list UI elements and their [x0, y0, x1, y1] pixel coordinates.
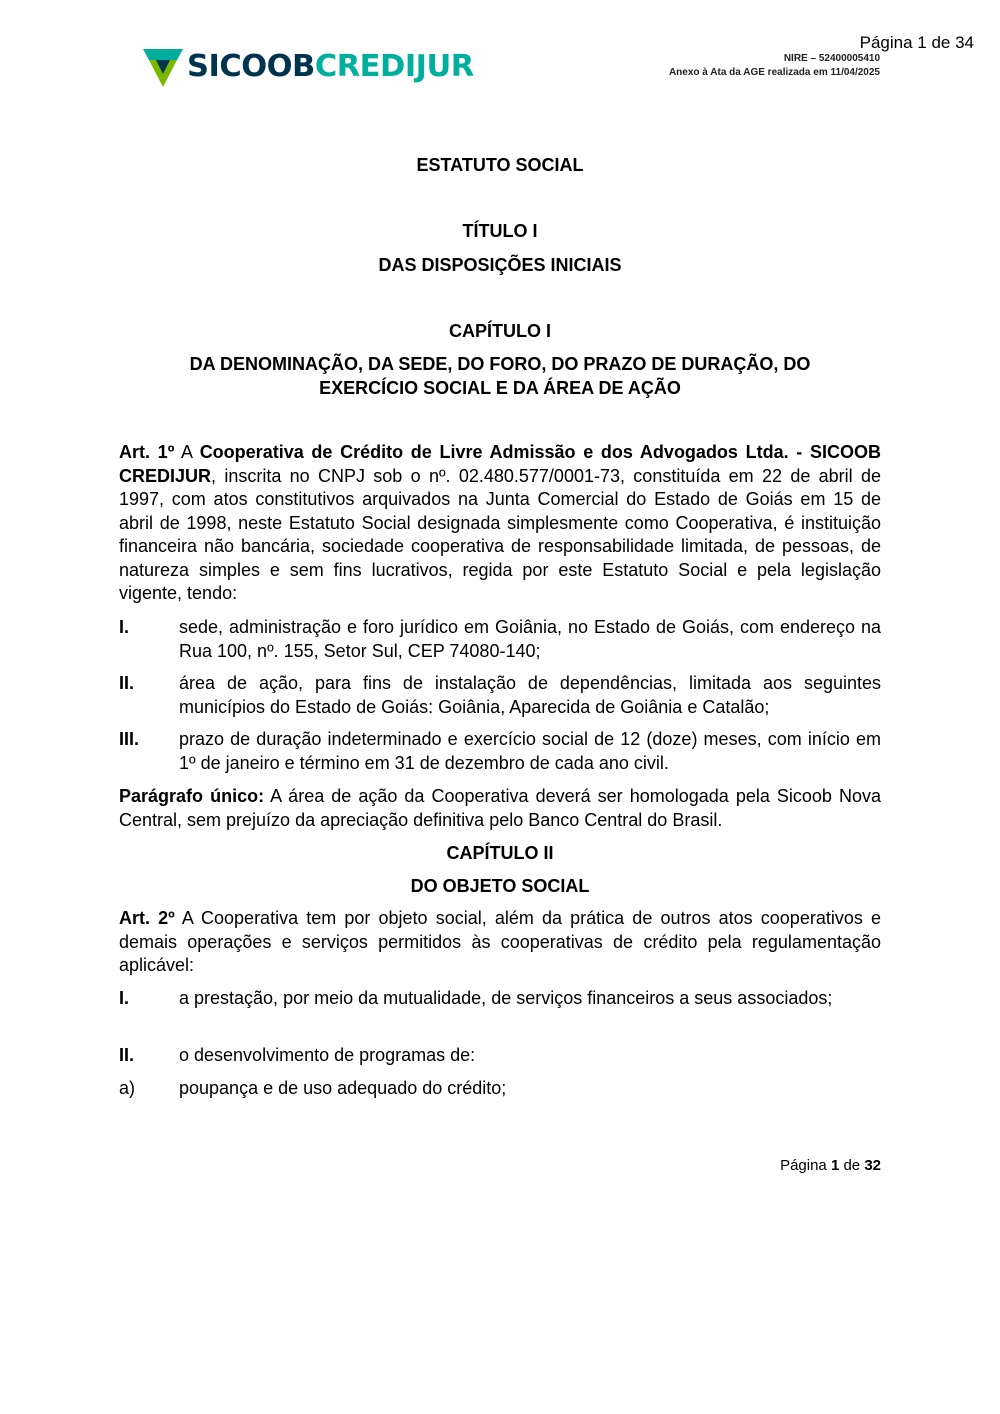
- article-1-item: [119, 672, 881, 719]
- item-text: sede, administração e foro jurídico em Goiânia, no Estado de Goiás, com endereço na Rua 100, nº. 155, Setor Sul, CEP 74080-140;: [179, 617, 881, 661]
- chapter-1-subheading: [119, 352, 881, 400]
- article-1-item: [119, 616, 881, 663]
- article-1-a: A: [180, 442, 192, 462]
- chapter-1-subheading-line2: EXERCÍCIO SOCIAL E DA ÁREA DE AÇÃO: [319, 378, 681, 398]
- item-text: poupança e de uso adequado do crédito;: [179, 1078, 507, 1098]
- cooperative-name: Cooperativa de Crédito de Livre Admissão e dos Advogados Ltda. - SICOOB CREDIJUR: [119, 442, 881, 486]
- item-text: o desenvolvimento de programas de:: [179, 1045, 476, 1065]
- item-text: prazo de duração indeterminado e exercício social de 12 (doze) meses, com início em 1º de janeiro e término em 31 de dezembro de cada ano civil.: [179, 729, 881, 773]
- article-2-item: [119, 1077, 881, 1101]
- item-number: III.: [119, 729, 140, 749]
- item-text: a prestação, por meio da mutualidade, de serviços financeiros a seus associados;: [179, 988, 833, 1008]
- sicoob-chevron-icon: [143, 47, 183, 87]
- page-footer: [780, 1156, 881, 1176]
- item-text: área de ação, para fins de instalação de dependências, limitada aos seguintes municípios do Estado de Goiás: Goiânia, Aparecida de Goiânia e Catalão;: [179, 673, 881, 717]
- item-letter: a): [119, 1078, 136, 1098]
- article-2-text: [119, 907, 881, 978]
- document-title: ESTATUTO SOCIAL: [416, 155, 584, 175]
- article-1-label: Art. 1º: [119, 442, 175, 462]
- footer-total-pages: 32: [864, 1157, 881, 1174]
- item-number: I.: [119, 988, 130, 1008]
- sicoob-credijur-logo: [143, 45, 483, 89]
- article-2-body: A Cooperativa tem por objeto social, além da prática de outros atos cooperativos e demais operações e serviços permitidos às cooperativas de crédito pela regulamentação aplicável:: [119, 908, 881, 975]
- logo-part-sicoob: SICOOB: [187, 49, 315, 84]
- header-meta: [669, 52, 880, 80]
- paragrafo-unico: [119, 785, 881, 832]
- nire-number: NIRE – 52400005410: [783, 53, 880, 64]
- footer-current-page: 1: [830, 1157, 840, 1174]
- page-stamp: Página 1 de 34: [859, 33, 974, 52]
- paragrafo-text: A área de ação da Cooperativa deverá ser homologada pela Sicoob Nova Central, sem prejuízo da apreciação definitiva pelo Banco Central do Brasil.: [119, 786, 881, 830]
- annex-note: Anexo à Ata da AGE realizada em 11/04/2025: [668, 67, 880, 78]
- chapter-2-subheading: DO OBJETO SOCIAL: [410, 876, 590, 896]
- chapter-1-heading: CAPÍTULO I: [449, 321, 551, 341]
- item-number: II.: [119, 1045, 135, 1065]
- article-2-item: [119, 1044, 881, 1068]
- chapter-2-heading: CAPÍTULO II: [446, 843, 554, 863]
- titulo-subheading: DAS DISPOSIÇÕES INICIAIS: [378, 255, 622, 275]
- article-1-text: [119, 441, 881, 606]
- logo-part-credijur: CREDIJUR: [314, 49, 474, 84]
- logo-wordmark: [187, 45, 474, 89]
- item-number: II.: [119, 673, 135, 693]
- article-1-body: , inscrita no CNPJ sob o nº. 02.480.577/0001-73, constituída em 22 de abril de 1997, com atos constitutivos arquivados na Junta Comercial do Estado de Goiás em 15 de abril de 1998, neste Estatuto Social designada simplesmente como Cooperativa, é instituição financeira não bancária, sociedade cooperativa de responsabilidade limitada, de pessoas, de natureza simples e sem fins lucrativos, regida por este Estatuto Social e pela legislação vigente, tendo:: [119, 465, 881, 603]
- titulo-heading: TÍTULO I: [462, 221, 538, 241]
- footer-middle: de: [839, 1157, 865, 1174]
- paragrafo-label: Parágrafo único:: [119, 786, 265, 806]
- item-number: I.: [119, 617, 130, 637]
- article-1-item: [119, 728, 881, 775]
- footer-prefix: Página: [780, 1157, 831, 1174]
- article-2-label: Art. 2º: [119, 908, 175, 928]
- chapter-1-subheading-line1: DA DENOMINAÇÃO, DA SEDE, DO FORO, DO PRAZO DE DURAÇÃO, DO: [189, 354, 811, 374]
- article-2-item: [119, 987, 881, 1011]
